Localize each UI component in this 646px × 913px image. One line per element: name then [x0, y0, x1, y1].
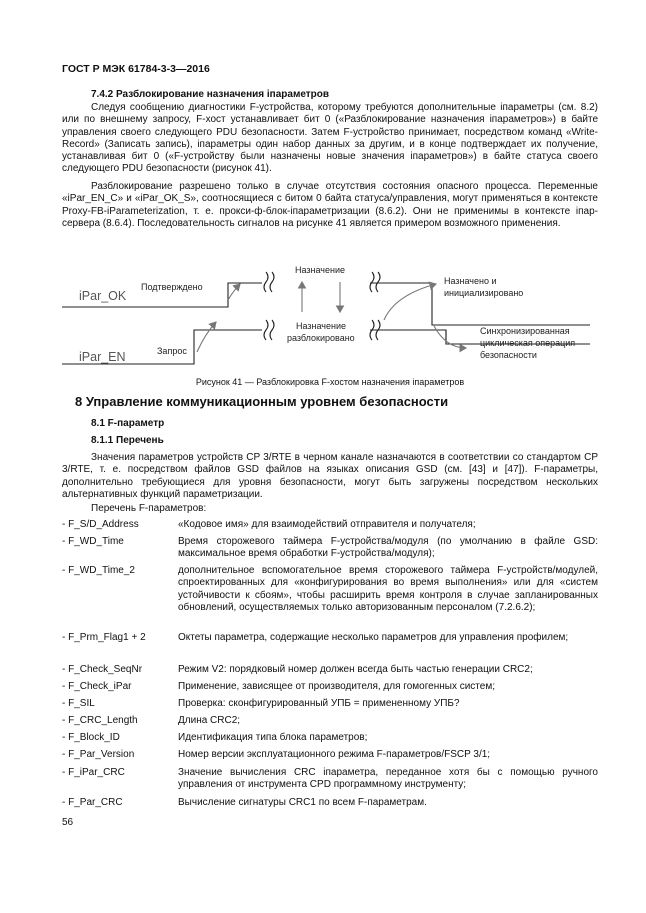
label-assignment: Назначение	[295, 265, 346, 275]
param-item	[62, 797, 598, 809]
ipar-en-waveform-right	[370, 330, 446, 340]
paragraph-2: Разблокирование разрешено только в случае отсутствия состояния опасного процесса. Переменные «iPar_EN_C» и «iPar_OK_S», соотносящиеся с битом 0 байта статуса/управления, могут применяться в контексте Proxy-FB-iParameterization, т. е. прокси-ф-блок-iпараметризации (8.6.2). Они не применимы в контексте iпар-сервера (8.6.4). Последовательность сигналов на рисунке 41 является примером возможного применения.	[62, 181, 598, 229]
label-assigned-1: Назначено и	[444, 276, 497, 286]
param-item	[62, 749, 598, 761]
label-assignment-unlocked-1: Назначение	[296, 321, 347, 331]
param-name: - F_Par_Version	[62, 749, 135, 760]
label-sync-1: Синхронизированная	[480, 326, 570, 336]
param-name: - F_WD_Time	[62, 536, 124, 547]
param-desc: Время сторожевого таймера F-устройства/модуля (по умолчанию в файле GSD: максимальное время обработки F-устройства/модуля);	[178, 536, 598, 560]
param-desc: Идентификация типа блока параметров;	[178, 732, 368, 743]
param-item	[62, 681, 598, 693]
param-name: - F_Par_CRC	[62, 797, 123, 808]
param-desc: дополнительное вспомогательное время сторожевого таймера F-устройств/модулей, спроектированных для «конфигурирования во время выполнения» или для «систем устойчивости к сбоям», чтобы расширить время контроля в случае запланированных обновлений, осуществляемых только авторизованным персоналом (7.2.6.2);	[178, 565, 598, 613]
param-name: - F_Check_iPar	[62, 681, 132, 692]
param-item	[62, 632, 598, 644]
param-desc: «Кодовое имя» для взаимодействий отправителя и получателя;	[178, 519, 476, 530]
param-desc: Применение, зависящее от производителя, для гомогенных систем;	[178, 681, 495, 692]
signal-label-ipar-en: iPar_EN	[79, 350, 126, 364]
param-item	[62, 664, 598, 676]
param-item	[62, 715, 598, 727]
label-assigned-2: инициализировано	[444, 288, 524, 298]
param-name: - F_S/D_Address	[62, 519, 139, 530]
param-name: - F_Block_ID	[62, 732, 120, 743]
param-desc: Режим V2: порядковый номер должен всегда быть частью генерации CRC2;	[178, 664, 533, 675]
param-desc: Проверка: сконфигурированный УПБ = примененному УПБ?	[178, 698, 460, 709]
param-item	[62, 767, 598, 792]
label-assignment-unlocked-2: разблокировано	[287, 333, 355, 343]
param-desc: Октеты параметра, содержащие несколько параметров для управления профилем;	[178, 632, 569, 643]
section-heading-8: 8 Управление коммуникационным уровнем безопасности	[75, 394, 449, 409]
param-desc: Номер версии эксплуатационного режима F-параметров/FSCP 3/1;	[178, 749, 491, 760]
paragraph-1: Следуя сообщению диагностики F-устройства, которому требуются дополнительные iпараметры (см. 8.2) или по внешнему запросу, F-хост устанавливает бит 0 («Разблокирование назначения iпараметров») в байте управления своего следующего PDU безопасности. Затем F-устройство принимает, посредством команд «Write-Record» (Записать запись), iпараметры один набор данных за другим, и в конце подтверждает их получение, устанавливая бит 0 («F-устройству были назначены новые значения iпараметров») в байте статуса своего следующего PDU безопасности (рисунок 41).	[62, 102, 598, 175]
param-name: - F_SIL	[62, 698, 95, 709]
paragraph-3: Значения параметров устройств CP 3/RTE в черном канале назначаются в соответствии со стандартом CP 3/RTE, т. е. посредством файлов GSD файлов на языках описания GSD (см. [43] и [47]). F-параметры, дополнительно требующиеся для уровня безопасности, могут быть загружены посредством нескольких альтернативных функций параметризации.	[62, 452, 598, 500]
figure-41-diagram	[0, 250, 646, 375]
param-desc: Вычисление сигнатуры CRC1 по всем F-параметрам.	[178, 797, 427, 808]
param-name: - F_WD_Time_2	[62, 565, 135, 576]
param-name: - F_Prm_Flag1 + 2	[62, 632, 146, 643]
param-item	[62, 536, 598, 561]
param-name: - F_Check_SeqNr	[62, 664, 143, 675]
label-request: Запрос	[157, 346, 187, 356]
section-heading-7-4-2: 7.4.2 Разблокирование назначения iпараметров	[91, 89, 330, 100]
label-confirmed: Подтверждено	[141, 282, 203, 292]
document-header: ГОСТ Р МЭК 61784-3-3—2016	[62, 63, 210, 75]
param-item	[62, 732, 598, 744]
section-heading-8-1-1: 8.1.1 Перечень	[91, 435, 164, 446]
param-item	[62, 519, 598, 531]
param-desc: Значение вычисления CRC iпараметра, переданное хотя бы с помощью ручного управления от инструмента CPD программному инструменту;	[178, 767, 598, 791]
paragraph-4: Перечень F-параметров:	[91, 503, 207, 514]
param-desc: Длина CRC2;	[178, 715, 241, 726]
param-item	[62, 565, 598, 614]
section-heading-8-1: 8.1 F-параметр	[91, 418, 165, 429]
param-item	[62, 698, 598, 710]
label-sync-2: циклическая операция	[480, 338, 576, 348]
page-number: 56	[62, 817, 74, 828]
param-name: - F_iPar_CRC	[62, 767, 125, 778]
signal-label-ipar-ok: iPar_OK	[79, 289, 127, 303]
param-name: - F_CRC_Length	[62, 715, 138, 726]
label-sync-3: безопасности	[480, 350, 537, 360]
figure-caption: Рисунок 41 — Разблокировка F-хостом назначения iпараметров	[195, 377, 465, 387]
